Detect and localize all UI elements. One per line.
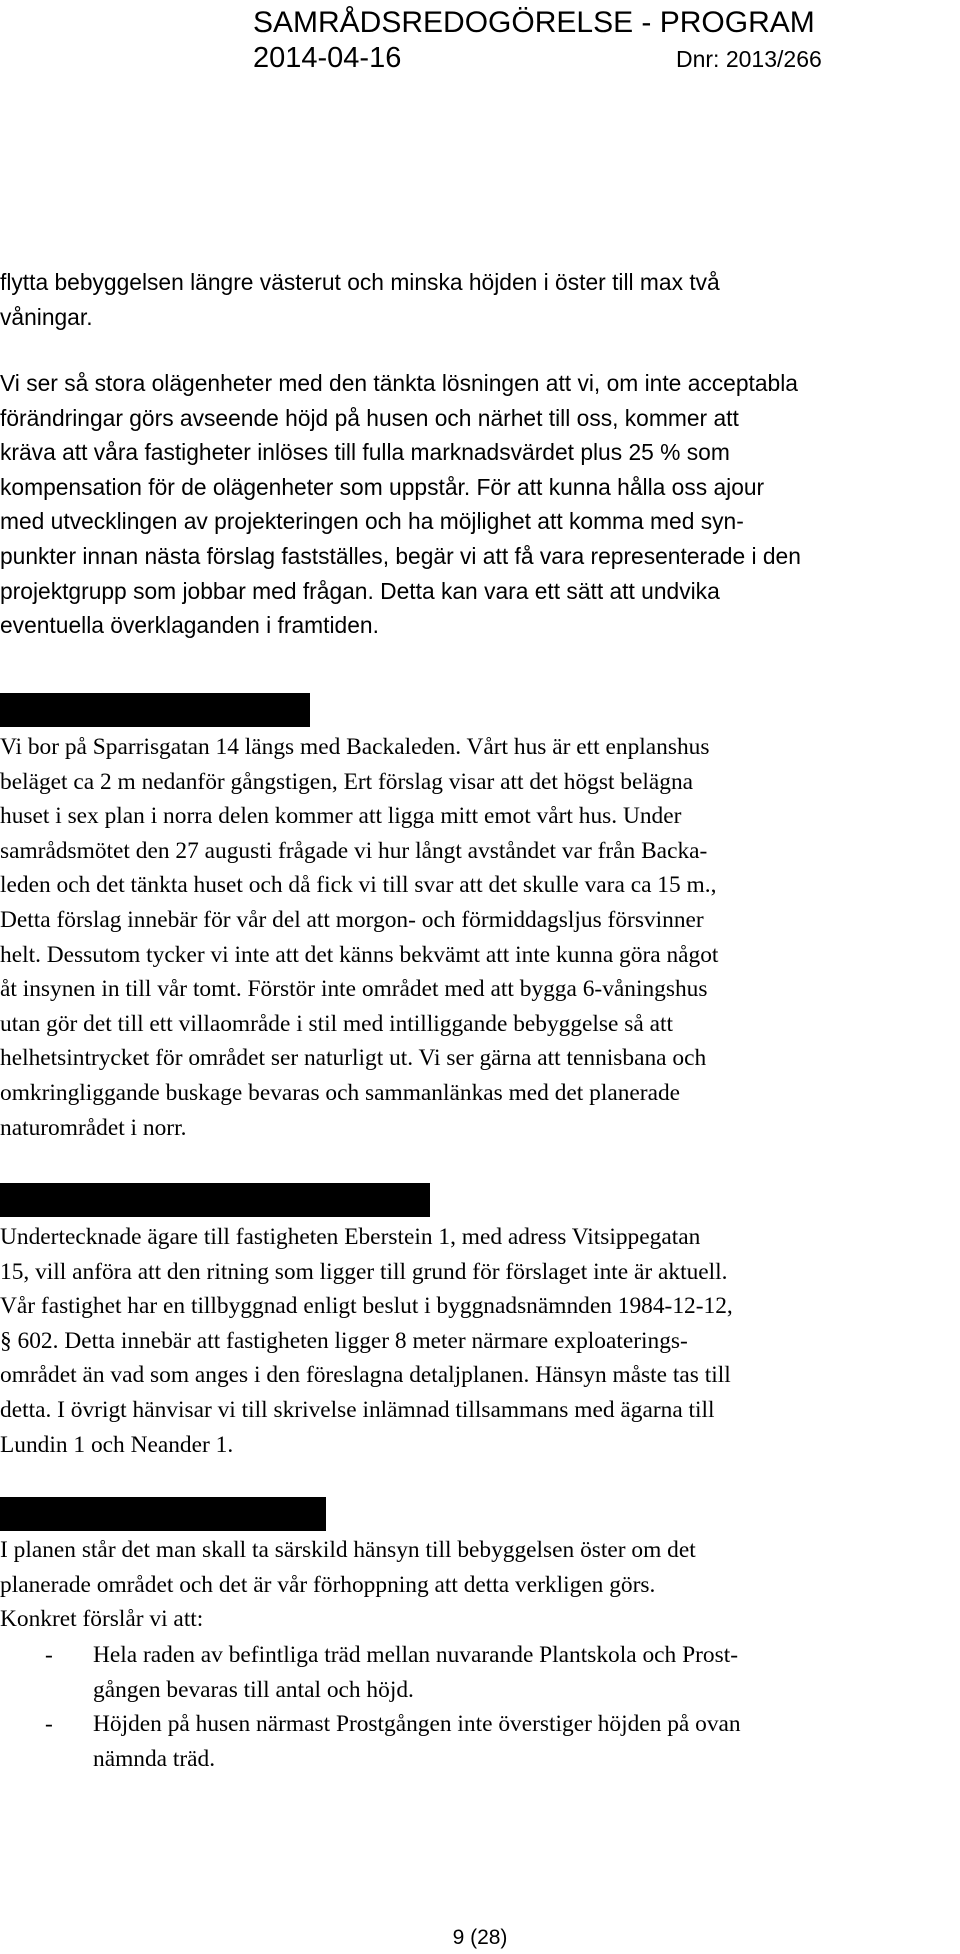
page-header [0,0,960,90]
proposal-list [0,1638,960,1776]
redacted-name-3 [0,1497,326,1531]
paragraph-5: I planen står det man skall ta särskild hänsyn till bebyggelsen öster om det planerade området och det är vår förhoppning att detta verkligen görs. Konkret förslår vi att: [0,1537,696,1633]
redacted-name-1 [0,693,310,727]
list-item-text: Hela raden av befintliga träd mellan nuvarande Plantskola och Prost- gången bevaras till antal och höjd. [93,1642,738,1703]
page-number: 9 (28) [452,1926,508,1949]
list-marker: - [45,1642,53,1668]
list-item [0,1707,960,1776]
paragraph-2: Vi ser så stora olägenheter med den tänkta lösningen att vi, om inte acceptabla förändringar görs avseende höjd på husen och närhet till oss, kommer att kräva att våra fastigheter inlöses till fulla marknadsvärdet plus 25 % som kompensation för de olägenheter som uppstår. För att kunna hålla oss ajour med utvecklingen av projekteringen och ha möjlighet att komma med syn- punkter innan nästa förslag fastställes, begär vi att få vara representerade i den projektgrupp som jobbar med frågan. Detta kan vara ett sätt att undvika eventuella överklaganden i framtiden. [0,370,801,639]
list-item [0,1638,960,1707]
redacted-name-2 [0,1183,430,1217]
paragraph-4: Undertecknade ägare till fastigheten Eberstein 1, med adress Vitsippegatan 15, vill anföra att den ritning som ligger till grund för förslaget inte är aktuell. Vår fastighet har en tillbyggnad enligt beslut i byggnadsnämnden 1984-12-12, § 602. Detta innebär att fastigheten ligger 8 meter närmare exploaterings- området än vad som anges i den föreslagna detaljplanen. Hänsyn måste tas till detta. I övrigt hänvisar vi till skrivelse inlämnad tillsammans med ägarna till Lundin 1 och Neander 1. [0,1224,733,1458]
paragraph-3: Vi bor på Sparrisgatan 14 längs med Backaleden. Vårt hus är ett enplanshus beläget ca 2 m nedanför gångstigen, Ert förslag visar att det högst belägna huset i sex plan i norra delen kommer att ligga mitt emot vårt hus. Under samrådsmötet den 27 augusti frågade vi hur långt avståndet var från Backa- leden och det tänkta huset och då fick vi till svar att det skulle vara ca 15 m., Detta förslag innebär för vår del att morgon- och förmiddagsljus försvinner helt. Dessutom tycker vi inte att det känns bekvämt att inte kunna göra något åt insynen in till vår tomt. Förstör inte området med att bygga 6-våningshus utan gör det till ett villaområde i stil med intilliggande bebyggelse så att helhetsintrycket för området ser naturligt ut. Vi ser gärna att tennisbana och omkringliggande buskage bevaras och sammanlänkas med det planerade naturområdet i norr. [0,734,719,1141]
document-date: 2014-04-16 [253,42,402,74]
paragraph-1: flytta bebyggelsen längre västerut och minska höjden i öster till max två våningar. [0,269,720,330]
list-marker: - [45,1711,53,1738]
document-title: SAMRÅDSREDOGÖRELSE - PROGRAM [253,6,815,39]
document-number: Dnr: 2013/266 [676,46,822,72]
list-item-text: Höjden på husen närmast Prostgången inte överstiger höjden på ovan nämnda träd. [93,1711,741,1772]
